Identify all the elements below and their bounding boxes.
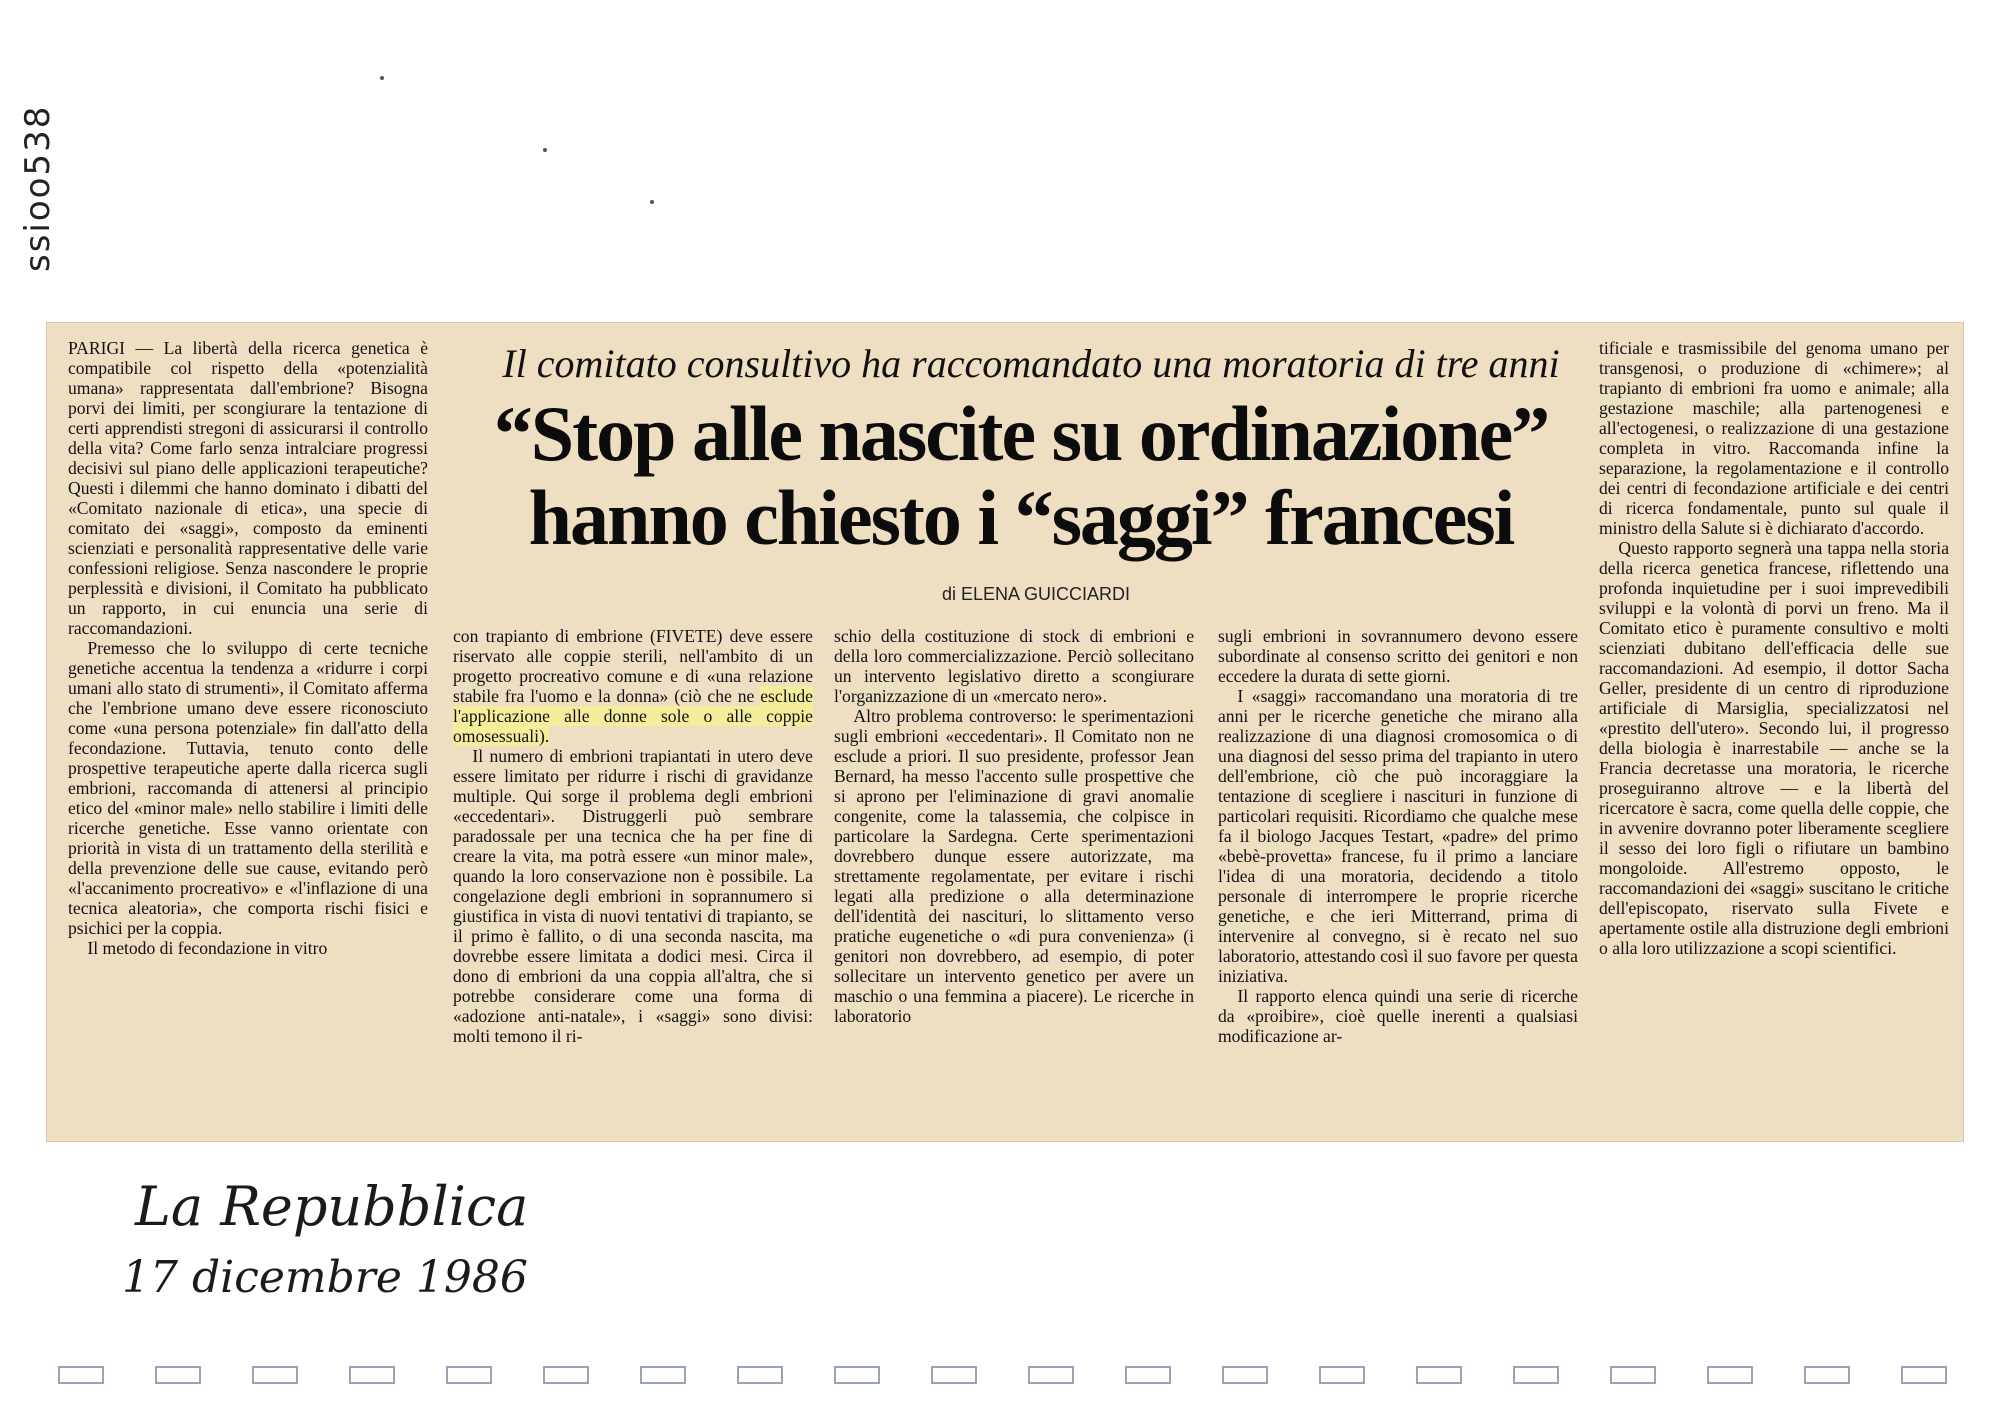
article-kicker: Il comitato consultivo ha raccomandato una moratoria di tre anni <box>502 341 1560 386</box>
film-sprocket-strip <box>0 1366 2000 1392</box>
paragraph: I «saggi» raccomandano una moratoria di tre anni per le ricerche genetiche che mirano alla realizzazione di una diagnosi cromosomica o di una diagnosi del sesso prima del trapianto in utero dell'embrione, ciò che può incoraggiare la tentazione di scegliere i nascituri in funzione di particolari requisiti. Ricordiamo che qualche mese fa il biologo Jacques Testart, «padre» del primo «bebè-provetta» francese, fu il primo a lanciare l'idea di una moratoria, decidendo a titolo personale di interrompere le proprie ricerche genetiche, e che ieri Mitterrand, prima di intervenire al convegno, si è recato nel suo laboratorio, attestando così il suo favore per questa iniziativa. <box>1218 686 1578 986</box>
headline-line-2: hanno chiesto i “saggi” francesi <box>528 474 1514 561</box>
sprocket-hole <box>155 1366 201 1384</box>
article-headline <box>446 392 1596 560</box>
article-column-1 <box>68 338 428 958</box>
article-column-2 <box>453 626 813 1046</box>
sprocket-hole <box>252 1366 298 1384</box>
article-column-4 <box>1218 626 1578 1046</box>
sprocket-hole <box>1222 1366 1268 1384</box>
sprocket-hole <box>446 1366 492 1384</box>
archive-code: ssioo538 <box>18 104 58 272</box>
paragraph: Il numero di embrioni trapiantati in utero deve essere limitato per ridurre i rischi di gravidanze multiple. Qui sorge il problema degli embrioni «eccedentari». Distruggerli può sembrare paradossale per una tecnica che ha per fine di creare la vita, ma potrà essere «un minor male», quando la loro conservazione non è possibile. La congelazione degli embrioni in soprannumero si giustifica in vista di nuovi tentativi di trapianto, se il primo è fallito, o di una seconda nascita, ma dovrebbe essere limitata a dodici mesi. Circa il dono di embrioni da una coppia all'altra, che si potrebbe considerare come una forma di «adozione anti-natale», i «saggi» sono divisi: molti temono il ri- <box>453 746 813 1046</box>
sprocket-hole <box>1707 1366 1753 1384</box>
speck <box>650 200 654 204</box>
paragraph-text: con trapianto di embrione (FIVETE) deve essere riservato alle coppie sterili, nell'ambito di un progetto procreativo comune e di «una relazione stabile fra l'uomo e la donna» (ciò che ne <box>453 626 813 706</box>
paragraph: schio della costituzione di stock di embrioni e della loro commercializzazione. Perciò sollecitano un intervento legislativo diretto a scongiurare l'organizzazione di un «mercato nero». <box>834 626 1194 706</box>
paragraph: sugli embrioni in sovrannumero devono essere subordinate al consenso scritto dei genitori e non eccedere la durata di sette giorni. <box>1218 626 1578 686</box>
sprocket-hole <box>1901 1366 1947 1384</box>
handwritten-source: La Repubblica <box>135 1175 529 1238</box>
paragraph: Altro problema controverso: le sperimentazioni sugli embrioni «eccedentari». Il Comitato non ne esclude a priori. Il suo presidente, professor Jean Bernard, ha messo l'accento sulle prospettive che si aprono per l'eliminazione di gravi anomalie congenite, come la talassemia, che colpisce in particolare la Sardegna. Certe sperimentazioni dovrebbero dunque essere autorizzate, ma strettamente regolamentate, per evitare i rischi legati alla predizione o alla determinazione dell'identità dei nascituri, lo slittamento verso pratiche eugenetiche o «di pura convenienza» (i genitori non dovrebbero, ad esempio, di poter sollecitare un intervento genetico per avere un maschio o una femmina a piacere). Le ricerche in laboratorio <box>834 706 1194 1026</box>
paragraph: Premesso che lo sviluppo di certe tecniche genetiche accentua la tendenza a «ridurre i corpi umani allo stato di strumenti», il Comitato afferma che l'embrione umano deve essere riconosciuto come «una persona potenziale» fin dall'atto della fecondazione. Tuttavia, tenuto conto delle prospettive terapeutiche aperte dalla ricerca sugli embrioni, raccomanda di attenersi al principio etico del «minor male» nello stabilire i limiti delle ricerche genetiche. Esse vanno orientate con priorità in vista di un trattamento della sterilità e della prevenzione delle sue cause, evitando però «l'accanimento procreativo» e «l'inflazione di una tecnica aleatoria», che comporta rischi fisici e psichici per la coppia. <box>68 638 428 938</box>
paragraph: PARIGI — La libertà della ricerca genetica è compatibile col rispetto della «potenzialità umana» rappresentata dall'embrione? Bisogna porvi dei limiti, per scongiurare la tentazione di certi apprendisti stregoni di assicurarsi il controllo della vita? Come farlo senza intralciare progressi decisivi sul piano delle applicazioni terapeutiche? Questi i dilemmi che hanno dominato i dibatti del «Comitato nazionale di etica», una specie di comitato dei «saggi», composto da eminenti scienziati e personalità rappresentative delle varie confessioni religiose. Senza nascondere le proprie perplessità e divisioni, il Comitato ha pubblicato un rapporto, in cui enuncia una serie di raccomandazioni. <box>68 338 428 638</box>
sprocket-hole <box>58 1366 104 1384</box>
paragraph: Il rapporto elenca quindi una serie di ricerche da «proibire», cioè quelle inerenti a qualsiasi modificazione ar- <box>1218 986 1578 1046</box>
sprocket-hole <box>1125 1366 1171 1384</box>
sprocket-hole <box>1610 1366 1656 1384</box>
sprocket-hole <box>1804 1366 1850 1384</box>
headline-line-1: “Stop alle nascite su ordinazione” <box>493 390 1549 477</box>
sprocket-hole <box>931 1366 977 1384</box>
sprocket-hole <box>1028 1366 1074 1384</box>
article-column-5 <box>1599 338 1949 958</box>
article-column-3 <box>834 626 1194 1026</box>
highlighted-text: esclude l'applicazione alle donne sole o alle coppie omosessuali). <box>453 686 813 746</box>
article-byline: di ELENA GUICCIARDI <box>941 584 1131 604</box>
paragraph <box>453 626 813 746</box>
paragraph: Il metodo di fecondazione in vitro <box>87 938 328 958</box>
newspaper-clipping <box>46 322 1964 1142</box>
sprocket-hole <box>737 1366 783 1384</box>
paragraph: Questo rapporto segnerà una tappa nella storia della ricerca genetica francese, riflettendo una profonda inquietudine per i suoi imprevedibili sviluppi e la volontà di porvi un freno. Ma il Comitato etico è puramente consultivo e molti scienziati dubitano dell'efficacia delle sue raccomandazioni. Ad esempio, il dottor Sacha Geller, presidente di un centro di riproduzione artificiale di Marsiglia, specializzatosi nel «prestito dell'utero». Secondo lui, il progresso della biologia è inarrestabile — anche se la Francia decretasse una moratoria, le ricerche proseguiranno altrove — e la libertà del ricercatore è sacra, come quella delle coppie, che in avvenire dovranno poter liberamente scegliere il sesso dei loro figli o rifiutare un bambino mongoloide. All'estremo opposto, le raccomandazioni dei «saggi» suscitano le critiche dell'episcopato, riservato sulla Fivete e apertamente ostile alla distruzione degli embrioni o alla loro utilizzazione a scopi scientifici. <box>1599 538 1949 958</box>
handwritten-date: 17 dicembre 1986 <box>122 1252 528 1303</box>
sprocket-hole <box>834 1366 880 1384</box>
sprocket-hole <box>1319 1366 1365 1384</box>
paragraph: tificiale e trasmissibile del genoma umano per transgenosi, o produzione di «chimere»; al trapianto di embrioni fra uomo e animale; alla gestazione maschile; alla partenogenesi e all'ectogenesi, o realizzazione di una gestazione completa in vitro. Raccomanda infine la separazione, la regolamentazione e il controllo dei centri di fecondazione artificiale e dei centri di ricerca fondamentale, punto sul quale il ministro della Salute si è dichiarato d'accordo. <box>1599 338 1949 538</box>
sprocket-hole <box>543 1366 589 1384</box>
sprocket-hole <box>1416 1366 1462 1384</box>
speck <box>543 148 547 152</box>
speck <box>380 76 384 80</box>
sprocket-hole <box>349 1366 395 1384</box>
sprocket-hole <box>1513 1366 1559 1384</box>
sprocket-hole <box>640 1366 686 1384</box>
